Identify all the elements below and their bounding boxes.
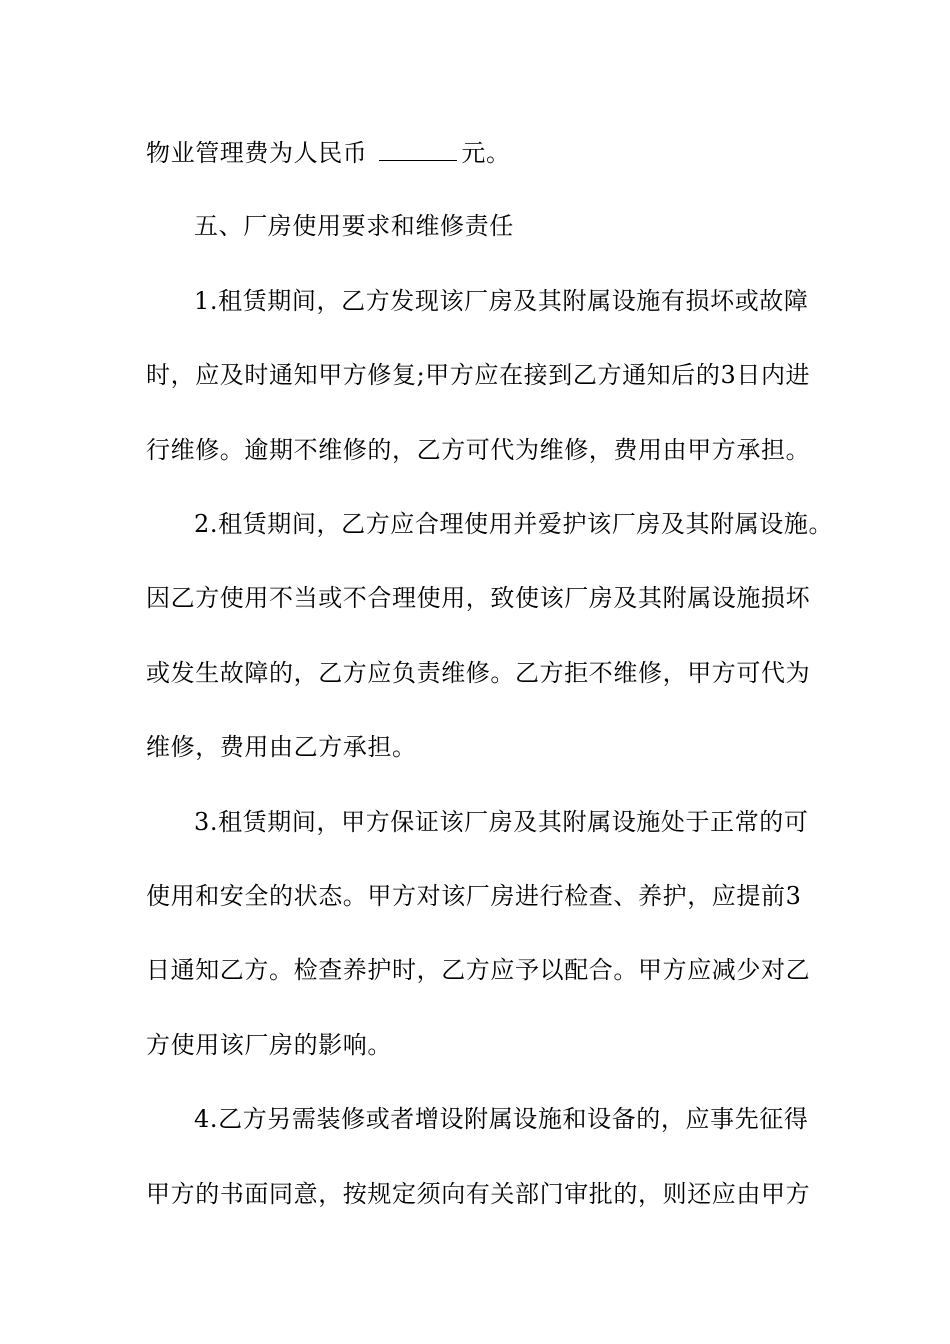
- text-line: 因乙方使用不当或不合理使用，致使该厂房及其附属设施损坏: [146, 584, 811, 612]
- text-line: 日通知乙方。检查养护时，乙方应予以配合。甲方应减少对乙: [146, 956, 811, 984]
- fill-in-blank: [379, 138, 457, 161]
- text-line: 3.租赁期间，甲方保证该厂房及其附属设施处于正常的可: [194, 808, 809, 836]
- text-line-part: 物业管理费为人民币: [146, 139, 368, 167]
- text-line: 时，应及时通知甲方修复;甲方应在接到乙方通知后的3日内进: [146, 361, 811, 389]
- text-line: 方使用该厂房的影响。: [146, 1031, 392, 1059]
- text-line: 4.乙方另需装修或者增设附属设施和设备的，应事先征得: [194, 1105, 809, 1133]
- text-line: 维修，费用由乙方承担。: [146, 733, 417, 761]
- text-line: 行维修。逾期不维修的，乙方可代为维修，费用由甲方承担。: [146, 436, 811, 464]
- section-heading: 五、厂房使用要求和维修责任: [194, 212, 514, 240]
- text-line: 或发生故障的，乙方应负责维修。乙方拒不维修，甲方可代为: [146, 659, 811, 687]
- text-line: 使用和安全的状态。甲方对该厂房进行检查、养护，应提前3: [146, 882, 802, 910]
- text-line: 2.租赁期间，乙方应合理使用并爱护该厂房及其附属设施。: [194, 510, 834, 538]
- text-line-part: 元。: [461, 139, 511, 167]
- text-line: 甲方的书面同意，按规定须向有关部门审批的，则还应由甲方: [146, 1180, 811, 1208]
- text-line: [146, 138, 511, 168]
- text-line: 1.租赁期间，乙方发现该厂房及其附属设施有损坏或故障: [194, 287, 809, 315]
